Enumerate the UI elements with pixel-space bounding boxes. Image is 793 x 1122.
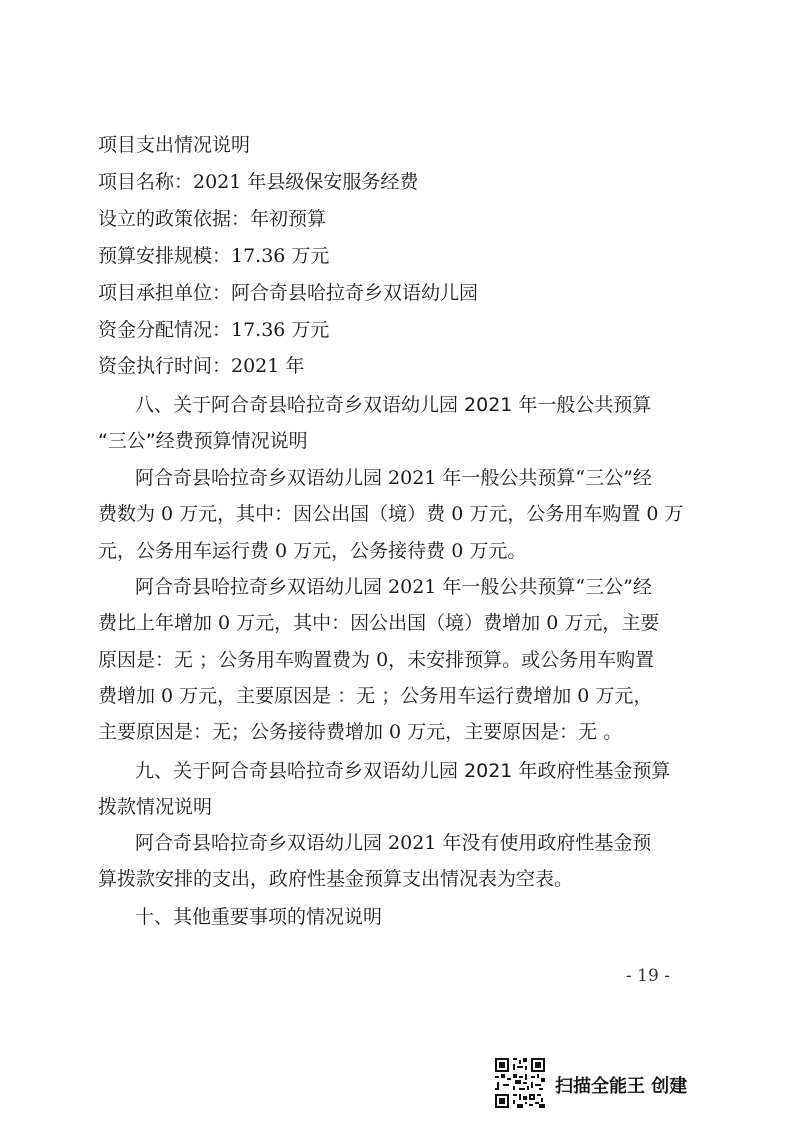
section-9-para-line1: 阿合奇县哈拉奇乡双语幼儿园 2021 年没有使用政府性基金预 bbox=[135, 832, 652, 854]
section-8-para1-line1: 阿合奇县哈拉奇乡双语幼儿园 2021 年一般公共预算“三公”经 bbox=[135, 467, 652, 489]
section-10-heading: 十、其他重要事项的情况说明 bbox=[135, 906, 383, 928]
section-8-heading: 八、关于阿合奇县哈拉奇乡双语幼儿园 2021 年一般公共预算 bbox=[135, 394, 652, 416]
section-8-para1-line2: 费数为 0 万元，其中：因公出国（境）费 0 万元，公务用车购置 0 万 bbox=[98, 503, 684, 525]
project-name: 项目名称：2021 年县级保安服务经费 bbox=[98, 171, 419, 193]
scanner-brand-text: 扫描全能王 创建 bbox=[555, 1076, 688, 1097]
budget-scale: 预算安排规模：17.36 万元 bbox=[98, 245, 330, 267]
section-9-para-line2: 算拨款安排的支出，政府性基金预算支出情况表为空表。 bbox=[98, 868, 574, 890]
section-8-para2-line4: 费增加 0 万元，主要原因是 ：无 ；公务用车运行费增加 0 万元， bbox=[98, 685, 653, 707]
policy-basis: 设立的政策依据：年初预算 bbox=[98, 208, 327, 230]
section-9-heading: 九、关于阿合奇县哈拉奇乡双语幼儿园 2021 年政府性基金预算 bbox=[135, 760, 671, 782]
undertaking-unit: 项目承担单位：阿合奇县哈拉奇乡双语幼儿园 bbox=[98, 282, 479, 304]
section-9-heading-cont: 拨款情况说明 bbox=[98, 796, 213, 818]
execution-time: 资金执行时间：2021 年 bbox=[98, 355, 305, 377]
section-8-para1-line3: 元，公务用车运行费 0 万元，公务接待费 0 万元。 bbox=[98, 540, 527, 562]
section-8-heading-cont: “三公”经费预算情况说明 bbox=[98, 430, 308, 452]
section-8-para2-line5: 主要原因是：无；公务接待费增加 0 万元，主要原因是：无 。 bbox=[98, 721, 623, 743]
section-8-para2-line3: 原因是：无 ；公务用车购置费为 0，未安排预算。或公务用车购置 bbox=[98, 649, 655, 671]
section-8-para2-line1: 阿合奇县哈拉奇乡双语幼儿园 2021 年一般公共预算“三公”经 bbox=[135, 576, 652, 598]
qr-code-icon bbox=[495, 1058, 545, 1108]
fund-allocation: 资金分配情况：17.36 万元 bbox=[98, 319, 330, 341]
page-number: - 19 - bbox=[626, 966, 670, 986]
project-expense-title: 项目支出情况说明 bbox=[98, 134, 251, 156]
section-8-para2-line2: 费比上年增加 0 万元，其中：因公出国（境）费增加 0 万元，主要 bbox=[98, 612, 660, 634]
scanner-watermark bbox=[495, 1058, 715, 1116]
